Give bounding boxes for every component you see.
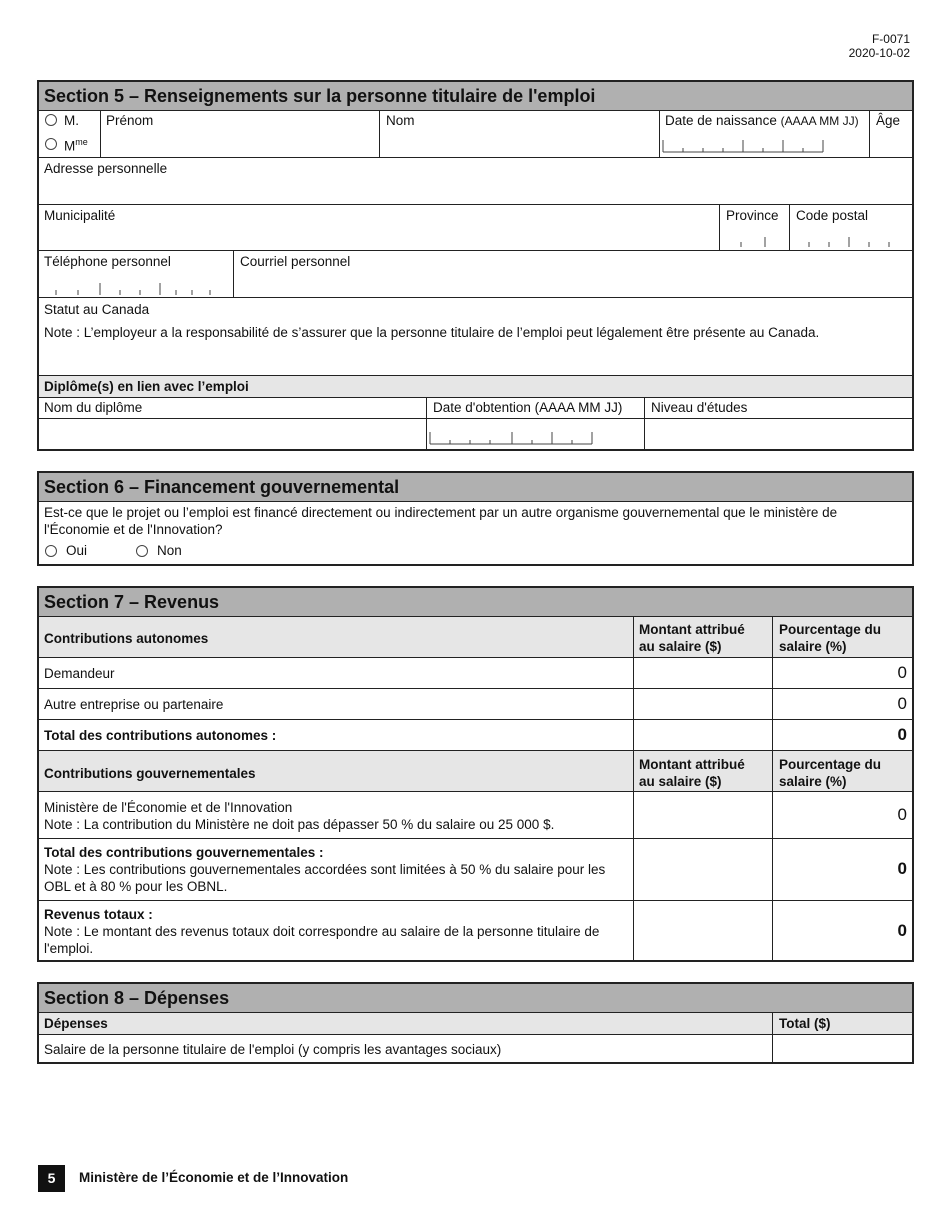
total-auto-label: Total des contributions autonomes : [44,728,277,743]
contrib-gouv-head: Contributions gouvernementales [44,766,256,781]
radio-oui[interactable] [45,545,57,557]
label-prenom: Prénom [106,113,154,128]
total-gouv-note: Note : Les contributions gouvernementales accordées sont limitées à 50 % du salaire pour les OBL et à 80 % pour les OBNL. [44,862,606,894]
label-non: Non [157,543,182,558]
label-courriel: Courriel personnel [240,254,351,269]
label-date-obtention: Date d'obtention (AAAA MM JJ) [433,400,623,415]
label-nom-diplome: Nom du diplôme [44,400,143,415]
contrib-auto-head: Contributions autonomes [44,631,209,646]
ministere-pct[interactable]: 0 [897,805,907,824]
label-adresse: Adresse personnelle [44,161,168,176]
postal-tick-field[interactable] [801,236,901,248]
label-oui: Oui [66,543,88,558]
diplomes-head: Diplôme(s) en lien avec l’emploi [39,376,912,397]
radio-non[interactable] [136,545,148,557]
label-municipalite: Municipalité [44,208,116,223]
label-date-naissance: Date de naissance (AAAA MM JJ) [665,113,859,128]
form-date: 2020-10-02 [848,46,910,60]
section-6 [37,471,914,566]
revenus-pct: 0 [897,921,907,940]
label-age: Âge [876,113,901,128]
section-8 [37,982,914,1064]
date-obtention-tick-field[interactable] [428,430,594,446]
label-mr: M. [64,113,79,128]
radio-mr[interactable] [45,114,57,126]
section-7 [37,586,914,962]
autre-label: Autre entreprise ou partenaire [44,697,224,712]
section-6-title: Section 6 – Financement gouvernemental [39,473,912,502]
total-gouv-pct: 0 [897,859,907,878]
label-code-postal: Code postal [796,208,869,223]
form-id: F-0071 [871,32,910,46]
total-gouv-label: Total des contributions gouvernementales : [44,845,324,860]
label-niveau: Niveau d'études [651,400,748,415]
section-5 [37,80,914,451]
section-5-title: Section 5 – Renseignements sur la personne titulaire de l'emploi [39,82,912,111]
label-telephone: Téléphone personnel [44,254,171,269]
total-head: Total ($) [779,1016,831,1031]
statut-note: Note : L’employeur a la responsabilité de s’assurer que la personne titulaire de l’emploi peut légalement être présente au Canada. [44,325,820,340]
total-auto-pct: 0 [897,725,907,744]
col-montant-1: Montant attribué au salaire ($) [639,622,745,654]
page-number: 5 [38,1165,65,1192]
demandeur-label: Demandeur [44,666,115,681]
demandeur-pct[interactable]: 0 [897,663,907,682]
depenses-head: Dépenses [44,1016,108,1031]
section-8-title: Section 8 – Dépenses [39,984,912,1013]
ministere-label: Ministère de l'Économie et de l'Innovation [44,800,293,815]
section-7-title: Section 7 – Revenus [39,588,912,617]
radio-mrs[interactable] [45,138,57,150]
autre-pct[interactable]: 0 [897,694,907,713]
phone-tick-field[interactable] [44,282,224,296]
financement-question: Est-ce que le projet ou l’emploi est financé directement ou indirectement par un autre organisme gouvernemental que le ministère de l'Économie et de l'Innovation? [44,505,838,537]
footer-ministry: Ministère de l’Économie et de l’Innovation [79,1170,349,1185]
revenus-note: Note : Le montant des revenus totaux doit correspondre au salaire de la personne titulaire de l'emploi. [44,924,600,956]
province-tick-field[interactable] [729,236,769,248]
label-nom: Nom [386,113,415,128]
label-mrs: $M^{me}$ [64,137,88,154]
dob-tick-field[interactable] [661,138,825,154]
salaire-label: Salaire de la personne titulaire de l'emploi (y compris les avantages sociaux) [44,1042,502,1057]
col-pct-2: Pourcentage du salaire (%) [779,757,882,789]
ministere-note: Note : La contribution du Ministère ne doit pas dépasser 50 % du salaire ou 25 000 $. [44,817,555,832]
label-province: Province [726,208,779,223]
col-pct-1: Pourcentage du salaire (%) [779,622,882,654]
col-montant-2: Montant attribué au salaire ($) [639,757,745,789]
label-statut: Statut au Canada [44,302,150,317]
revenus-label: Revenus totaux : [44,907,153,922]
